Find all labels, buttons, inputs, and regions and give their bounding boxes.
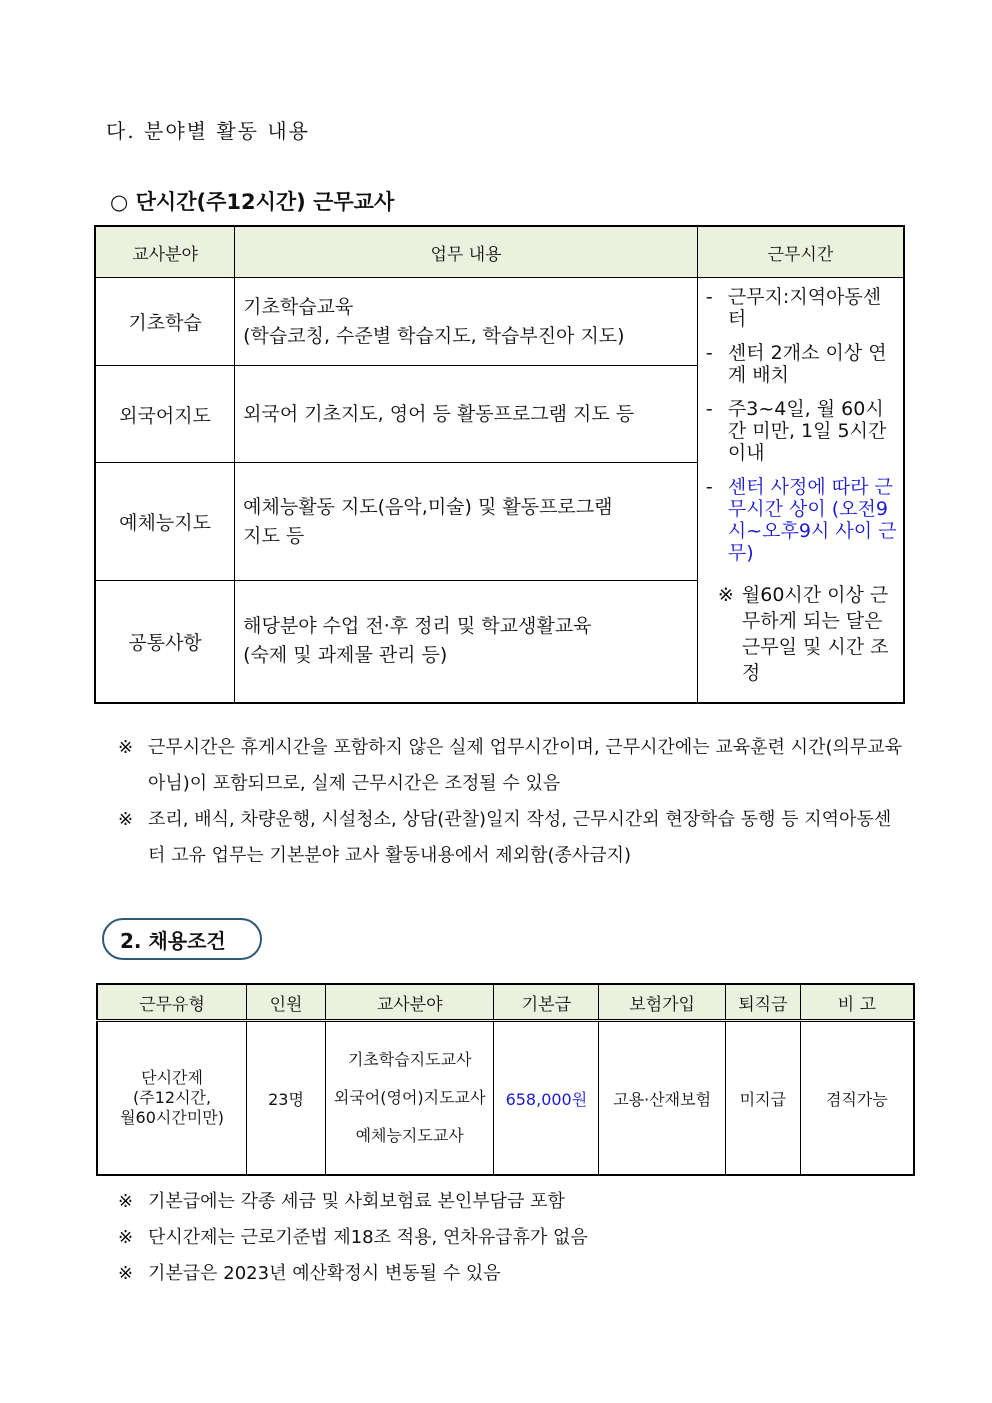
- note-mark: ※: [118, 1263, 134, 1284]
- row-description: [235, 581, 698, 703]
- work-hours-cell: [697, 278, 904, 703]
- desc-line: 기초학습교육: [243, 295, 354, 318]
- field-line: 예체능지도교사: [355, 1126, 464, 1145]
- note-text: 단시간제는 근로기준법 제18조 적용, 연차유급휴가 없음: [148, 1227, 588, 1248]
- table-header-row: [97, 984, 914, 1021]
- note-item: [118, 1184, 898, 1220]
- activity-table: [94, 225, 905, 704]
- note-text: 기본급에는 각종 세금 및 사회보험료 본인부담금 포함: [148, 1191, 565, 1212]
- note-text: 조리, 배식, 차량운행, 시설청소, 상담(관찰)일지 작성, 근무시간외 현장학습 동행 등 지역아동센터 고유 업무는 기본분야 교사 활동내용에서 제외함(종사금지): [148, 809, 892, 866]
- row-category: 공통사항: [95, 581, 235, 703]
- hours-note: 월60시간 이상 근무하게 되는 달은 근무일 및 시간 조정: [741, 584, 889, 684]
- header-field: 교사분야: [325, 984, 494, 1021]
- work-type-line: 월60시간미만): [120, 1108, 224, 1127]
- dash: -: [705, 342, 713, 364]
- note-mark: ※: [118, 737, 134, 758]
- hours-item: 근무지:지역아동센터: [727, 286, 882, 330]
- notes-block-2: [118, 1184, 898, 1292]
- header-field: 교사분야: [95, 226, 235, 278]
- remark-cell: 겸직가능: [800, 1021, 914, 1176]
- hiring-conditions-table: [96, 983, 915, 1176]
- note-text: 기본급은 2023년 예산확정시 변동될 수 있음: [148, 1263, 501, 1284]
- header-insurance: 보험가입: [599, 984, 726, 1021]
- header-severance: 퇴직금: [725, 984, 800, 1021]
- hours-item-highlight: 센터 사정에 따라 근무시간 상이 (오전9시~오후9시 사이 근무): [727, 476, 897, 564]
- note-item: [118, 802, 908, 874]
- field-cell: [325, 1021, 494, 1176]
- field-line: 기초학습지도교사: [347, 1050, 472, 1069]
- subsection-title: ○ 단시간(주12시간) 근무교사: [110, 190, 395, 214]
- salary-cell: 658,000원: [494, 1021, 599, 1176]
- note-item: [118, 1220, 898, 1256]
- note-mark: ※: [118, 1227, 134, 1248]
- section2-title: 2. 채용조건: [102, 918, 262, 960]
- header-count: 인원: [247, 984, 326, 1021]
- note-mark: ※: [717, 584, 734, 606]
- dash: -: [705, 476, 713, 498]
- dash: -: [705, 286, 713, 308]
- hours-item: 주3~4일, 월 60시간 미만, 1일 5시간이내: [727, 398, 887, 464]
- hours-item: 센터 2개소 이상 연계 배치: [727, 342, 887, 386]
- dash: -: [705, 398, 713, 420]
- work-type-line: (주12시간,: [133, 1088, 212, 1107]
- section-heading: 다. 분야별 활동 내용: [106, 119, 310, 143]
- row-description: [235, 463, 698, 581]
- desc-line: (숙제 및 과제물 관리 등): [243, 644, 448, 667]
- field-line: 외국어(영어)지도교사: [333, 1088, 486, 1107]
- desc-line: 지도 등: [243, 524, 305, 547]
- note-mark: ※: [118, 809, 134, 830]
- header-work-type: 근무유형: [97, 984, 247, 1021]
- header-remark: 비 고: [800, 984, 914, 1021]
- row-category: 외국어지도: [95, 366, 235, 463]
- table-row: [95, 278, 904, 366]
- header-duty: 업무 내용: [235, 226, 698, 278]
- insurance-cell: 고용·산재보험: [599, 1021, 726, 1176]
- note-text: 근무시간은 휴게시간을 포함하지 않은 실제 업무시간이며, 근무시간에는 교육훈련 시간(의무교육 아님)이 포함되므로, 실제 근무시간은 조정될 수 있음: [148, 737, 903, 794]
- desc-line: 예체능활동 지도(음악,미술) 및 활동프로그램: [243, 495, 613, 518]
- desc-line: 외국어 기초지도, 영어 등 활동프로그램 지도 등: [243, 402, 635, 425]
- row-category: 기초학습: [95, 278, 235, 366]
- table-row: [97, 1021, 914, 1176]
- work-type-line: 단시간제: [141, 1068, 203, 1087]
- desc-line: (학습코칭, 수준별 학습지도, 학습부진아 지도): [243, 324, 625, 347]
- desc-line: 해당분야 수업 전·후 정리 및 학교생활교육: [243, 615, 592, 638]
- row-description: [235, 366, 698, 463]
- row-category: 예체능지도: [95, 463, 235, 581]
- notes-block: [118, 730, 908, 874]
- note-mark: ※: [118, 1191, 134, 1212]
- note-item: [118, 730, 908, 802]
- table-header-row: [95, 226, 904, 278]
- note-item: [118, 1256, 898, 1292]
- severance-cell: 미지급: [725, 1021, 800, 1176]
- header-salary: 기본급: [494, 984, 599, 1021]
- count-cell: 23명: [247, 1021, 326, 1176]
- work-type-cell: [97, 1021, 247, 1176]
- header-hours: 근무시간: [697, 226, 904, 278]
- row-description: [235, 278, 698, 366]
